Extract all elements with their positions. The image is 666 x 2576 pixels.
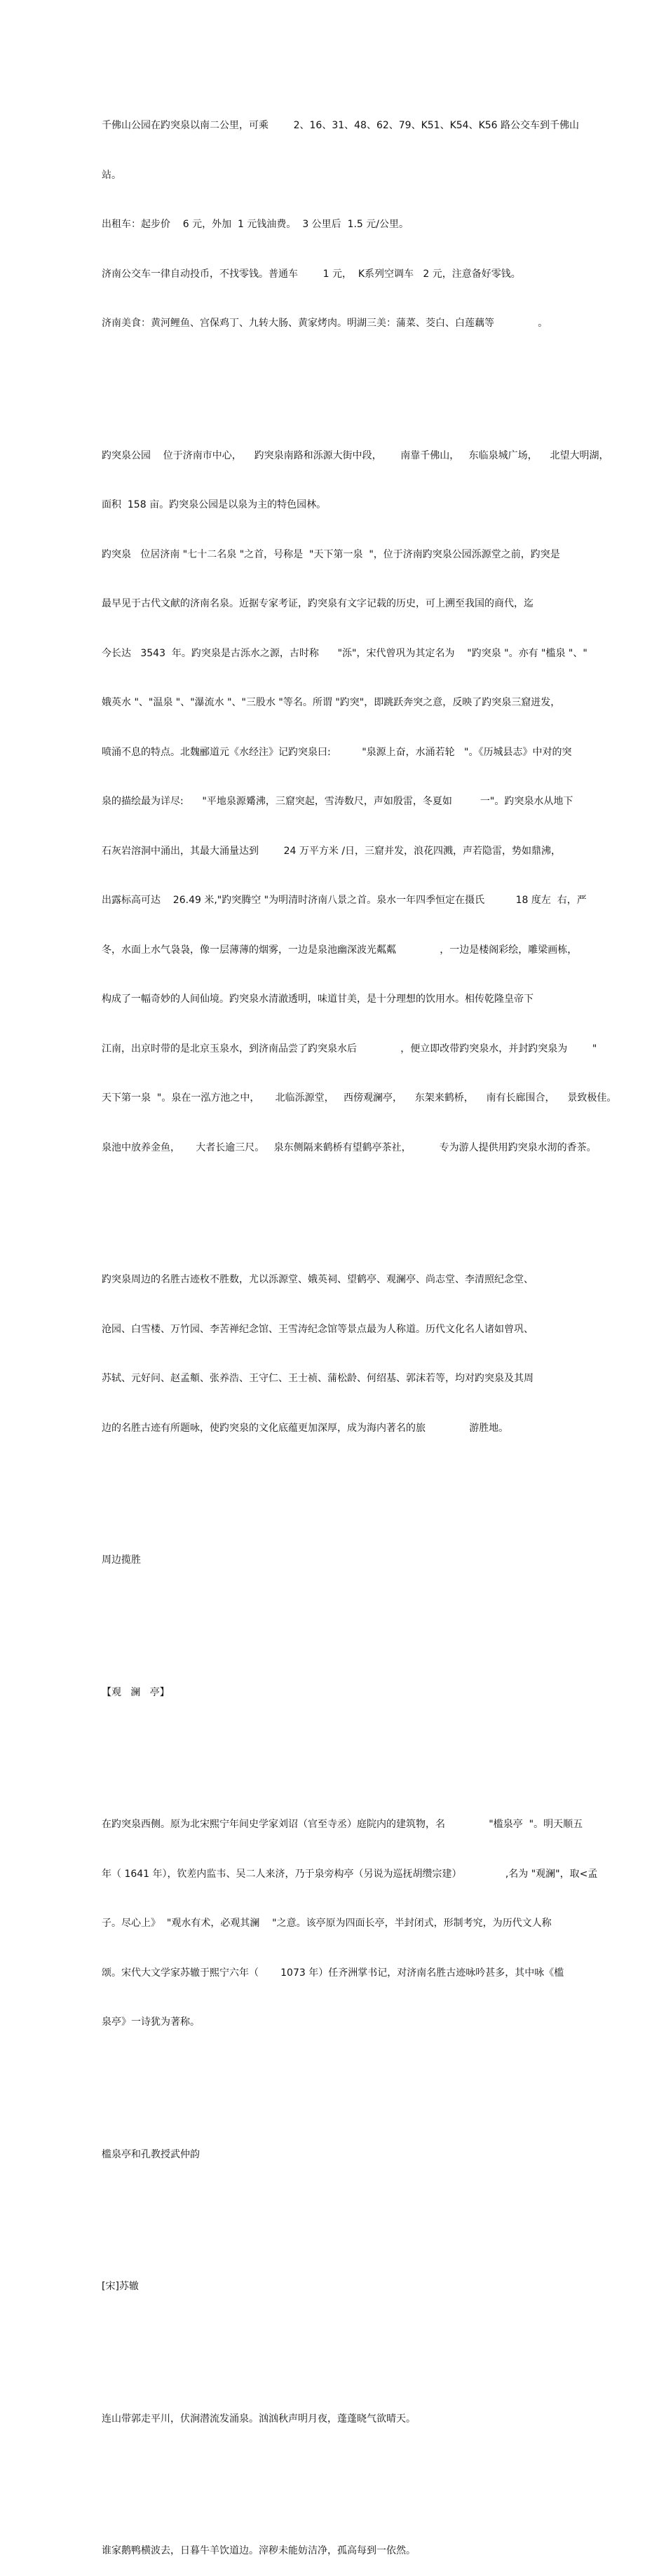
spacer: [102, 1618, 620, 1635]
pavilion-line-2: 年（ 1641 年），钦差内监韦、吴二人来济，乃于泉旁构亭（另说为巡抚胡缵宗建） ,名为 "观澜"，取<孟: [102, 1868, 598, 1880]
park-intro-line-4: 最早见于古代文献的济南名泉。近据专家考证，趵突泉有文字记载的历史，可上溯至我国的商代，迄: [102, 598, 534, 609]
park-intro-line-7: 喷涌不息的特点。北魏郦道元《水经注》记趵突泉曰: "泉源上奋，水涌若轮 "。《历城县志》中对的突: [102, 746, 572, 758]
park-intro-line-13: 江南，出京时带的是北京玉泉水，到济南品尝了趵突泉水后 ，便立即改带趵突泉水，并封趵突泉为 ": [102, 1043, 597, 1055]
poem-line-2: 谁家鹅鸭横波去，日暮牛羊饮道边。滓秽未能妨洁净，孤高每到一依然。: [102, 2545, 416, 2556]
surroundings-line-1: 趵突泉周边的名胜古迹枚不胜数，尤以泺源堂、娥英祠、望鹤亭、观澜亭、尚志堂、李清照纪念堂、: [102, 1274, 534, 1285]
park-intro-line-5: 今长达 3543 年。趵突泉是古泺水之源，古时称 "泺"，宋代曾巩为其定名为 "趵突泉 "。亦有 "槛泉 "、": [102, 647, 587, 659]
park-intro-line-9: 石灰岩溶洞中涌出，其最大涌量达到 24 万平方米 /日，三窟并发，浪花四溅，声若隐雷，势如鼎沸，: [102, 845, 562, 857]
spacer: [102, 2213, 620, 2230]
park-intro-line-6: 娥英水 "、"温泉 "、"瀑流水 "、"三股水 "等名。所谓 "趵突"，即跳跃奔突之意，反映了趵突泉三窟迸发，: [102, 697, 561, 708]
spacer: [102, 1751, 620, 1768]
transport-line-2: 站。: [102, 169, 121, 181]
park-intro-line-2: 面积 158 亩。趵突泉公园是以泉为主的特色园林。: [102, 499, 327, 510]
document-page: [102, 85, 620, 2576]
spacer: [102, 1486, 620, 1503]
poem-author: [宋]苏辙: [102, 2281, 139, 2292]
spacer: [102, 2080, 620, 2097]
park-intro-line-12: 构成了一幅奇妙的人间仙境。趵突泉水清澈透明，味道甘美，是十分理想的饮用水。相传乾隆皇帝下: [102, 994, 534, 1005]
pavilion-line-1: 在趵突泉西侧。原为北宋熙宁年间史学家刘诏（官至寺丞）庭院内的建筑物，名 "槛泉亭 "。明天顺五: [102, 1819, 583, 1830]
pavilion-line-4: 颂。宋代大文学家苏辙于熙宁六年（ 1073 年）任齐洲掌书记，对济南名胜古迹咏吟甚多，其中咏《槛: [102, 1967, 564, 1979]
park-intro-line-10: 出露标高可达 26.49 米,"趵突腾空 "为明清时济南八景之首。泉水一年四季恒定在摄氏 18 度左 右，严: [102, 895, 587, 906]
surroundings-line-2: 沧园、白雪楼、万竹园、李苦禅纪念馆、王雪涛纪念馆等景点最为人称道。历代文化名人诸如曾巩、: [102, 1323, 534, 1335]
park-intro-line-3: 趵突泉 位居济南 "七十二名泉 "之首，号称是 "天下第一泉 "，位于济南趵突泉公园泺源堂之前，趵突是: [102, 548, 560, 560]
pavilion-line-5: 泉亭》一诗犹为著称。: [102, 2016, 200, 2028]
spacer: [102, 2345, 620, 2361]
transport-line-5: 济南美食：黄河鲤鱼、宫保鸡丁、九转大肠、黄家烤肉。明湖三美：蒲菜、茭白、白莲藕等 。: [102, 318, 548, 329]
spacer: [102, 2477, 620, 2494]
transport-line-4: 济南公交车一律自动投币，不找零钱。普通车 1 元， K系列空调车 2 元，注意备好零钱。: [102, 268, 521, 280]
section-title: 周边揽胜: [102, 1554, 141, 1566]
park-intro-line-11: 冬，水面上水气袅袅，像一层薄薄的烟雾，一边是泉池幽深波光粼粼 ，一边是楼阁彩绘，雕梁画栋，: [102, 944, 578, 956]
surroundings-line-3: 苏轼、元好问、赵孟頫、张养浩、王守仁、王士祯、蒲松龄、何绍基、郭沫若等，均对趵突泉及其周: [102, 1373, 534, 1384]
pavilion-line-3: 子。尽心上》 "观水有术，必观其澜 "之意。该亭原为四面长亭，半封闭式，形制考究，为历代文人称: [102, 1918, 552, 1929]
pavilion-title: 【观 澜 亭】: [102, 1686, 170, 1698]
park-intro-line-1: 趵突泉公园 位于济南市中心， 趵突泉南路和泺源大街中段， 南靠千佛山， 东临泉城广场， 北望大明湖，: [102, 449, 609, 461]
spacer: [102, 1206, 620, 1223]
transport-line-1: 千佛山公园在趵突泉以南二公里，可乘 2、16、31、48、62、79、K51、K54、K56 路公交车到千佛山: [102, 120, 580, 131]
park-intro-line-14: 天下第一泉 "。泉在一泓方池之中， 北临泺源堂， 西傍观澜亭， 东架来鹤桥， 南有长廊围合， 景致极佳。: [102, 1092, 617, 1104]
spacer: [102, 381, 620, 398]
transport-line-3: 出租车：起步价 6 元，外加 1 元钱油费。 3 公里后 1.5 元/公里。: [102, 219, 409, 230]
park-intro-line-8: 泉的描绘最为详尽: "平地泉源觱沸，三窟突起，雪涛数尺，声如殷雷，冬夏如 一"。趵突泉水从地下: [102, 796, 573, 807]
poem-title: 槛泉亭和孔教授武仲韵: [102, 2148, 200, 2160]
park-intro-line-15: 泉池中放养金鱼， 大者长逾三尺。 泉东侧隔来鹤桥有望鹤亭茶社， 专为游人提供用趵突泉水沏的香茶。: [102, 1141, 597, 1153]
poem-line-1: 连山带郭走平川，伏涧潜流发涌泉。汹汹秋声明月夜，蓬蓬晓气欲晴天。: [102, 2413, 416, 2425]
surroundings-line-4: 边的名胜古迹有所题咏，使趵突泉的文化底蕴更加深厚，成为海内著名的旅 游胜地。: [102, 1422, 509, 1434]
